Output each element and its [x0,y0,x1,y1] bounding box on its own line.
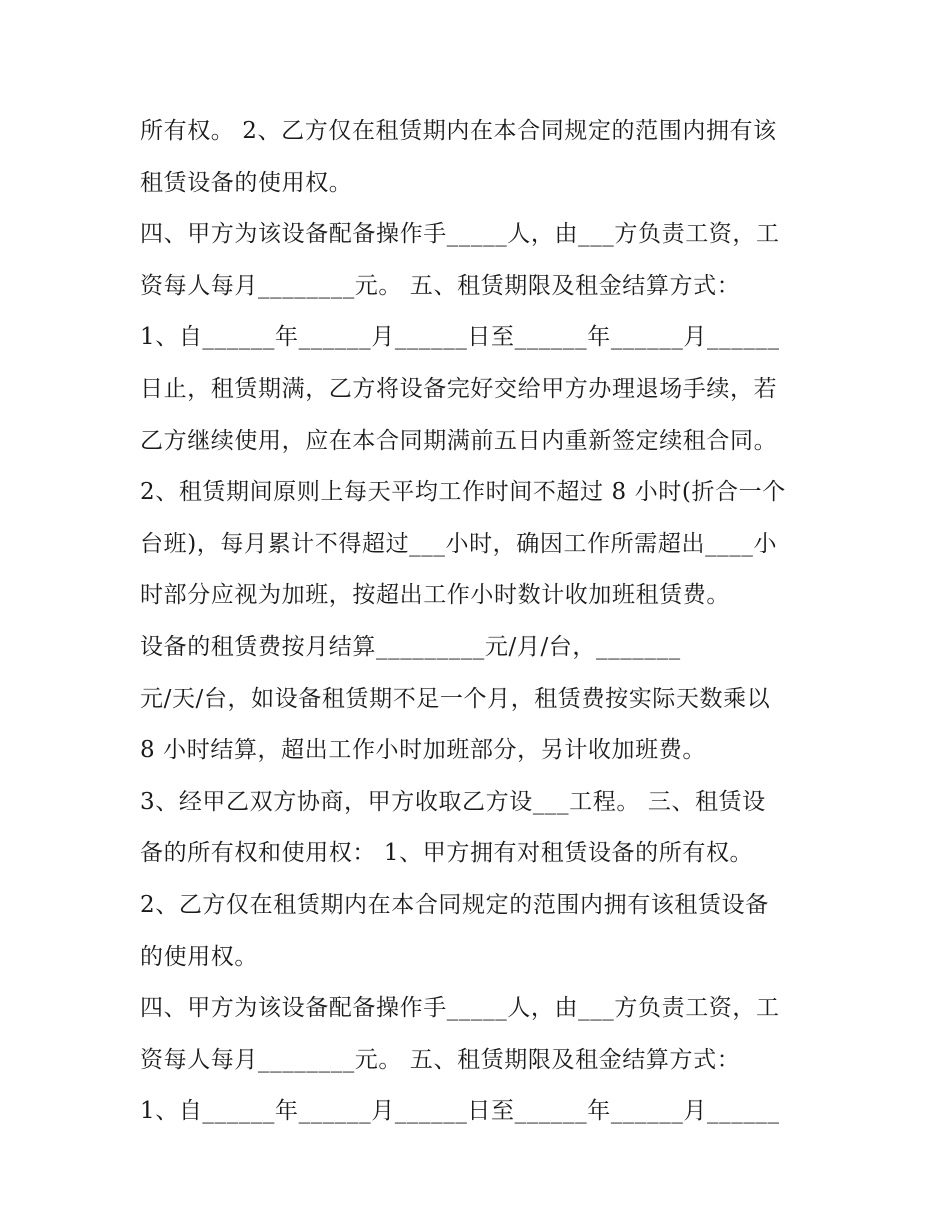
text-line: 乙方继续使用，应在本合同期满前五日内重新签定续租合同。 [140,427,778,454]
text-line: 设备的租赁费按月结算_________元/月/台，_______ [140,633,681,660]
text-line: 资每人每月________元。 五、租赁期限及租金结算方式： [140,272,741,299]
text-line: 1、自______年______月______日至______年______月______ [140,324,780,351]
text-line: 台班)，每月累计不得超过___小时，确因工作所需超出____小 [140,530,778,557]
text-line: 2、乙方仅在租赁期内在本合同规定的范围内拥有该租赁设备 [140,891,769,918]
text-line: 8 小时结算，超出工作小时加班部分，另计收加班费。 [140,737,706,764]
text-line: 四、甲方为该设备配备操作手_____人，由___方负责工资，工 [140,221,780,248]
text-line: 备的所有权和使用权： 1、甲方拥有对租赁设备的所有权。 [140,840,754,867]
text-line: 2、租赁期间原则上每天平均工作时间不超过 8 小时(折合一个 [140,479,786,506]
text-line: 元/天/台，如设备租赁期不足一个月，租赁费按实际天数乘以 [140,685,771,712]
text-line: 的使用权。 [140,943,258,970]
text-line: 时部分应视为加班，按超出工作小时数计收加班租赁费。 [140,582,730,609]
text-line: 租赁设备的使用权。 [140,169,353,196]
text-line: 资每人每月________元。 五、租赁期限及租金结算方式： [140,1046,741,1073]
text-line: 四、甲方为该设备配备操作手_____人，由___方负责工资，工 [140,995,780,1022]
document-body [140,106,820,1138]
text-line: 日止，租赁期满，乙方将设备完好交给甲方办理退场手续，若 [140,375,778,402]
text-line: 1、自______年______月______日至______年______月______ [140,1098,780,1125]
text-line: 所有权。 2、乙方仅在租赁期内在本合同规定的范围内拥有该 [140,118,777,144]
text-line: 3、经甲乙双方协商，甲方收取乙方设___工程。 三、租赁设 [140,788,766,815]
